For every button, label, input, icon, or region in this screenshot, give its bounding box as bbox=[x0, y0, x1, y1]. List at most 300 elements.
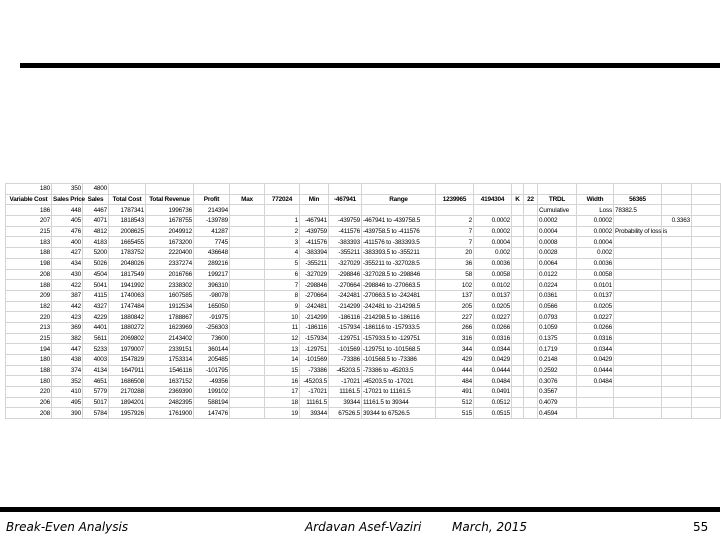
table-cell[interactable]: 0.0102 bbox=[474, 280, 512, 291]
table-cell[interactable]: 207 bbox=[6, 216, 52, 227]
table-cell[interactable]: 772024 bbox=[265, 194, 300, 205]
table-cell[interactable]: 1761900 bbox=[146, 408, 194, 419]
table-cell[interactable] bbox=[524, 408, 538, 419]
table-cell[interactable]: 39344 bbox=[329, 397, 362, 408]
table-cell[interactable]: 1894201 bbox=[109, 397, 146, 408]
table-cell[interactable]: -256303 bbox=[194, 322, 230, 333]
table-cell[interactable] bbox=[662, 333, 692, 344]
table-cell[interactable]: 180 bbox=[6, 376, 52, 387]
table-cell[interactable]: -17021 bbox=[300, 387, 329, 398]
table-cell[interactable] bbox=[512, 387, 524, 398]
table-cell[interactable]: 9 bbox=[265, 301, 300, 312]
table-cell[interactable]: -355211 to -327028.5 bbox=[362, 258, 436, 269]
table-cell[interactable]: 405 bbox=[52, 216, 83, 227]
table-cell[interactable] bbox=[692, 184, 721, 195]
table-cell[interactable]: 10 bbox=[265, 312, 300, 323]
table-cell[interactable]: 4134 bbox=[83, 365, 109, 376]
table-cell[interactable] bbox=[692, 344, 721, 355]
table-cell[interactable] bbox=[512, 269, 524, 280]
table-cell[interactable] bbox=[614, 248, 662, 259]
table-cell[interactable] bbox=[329, 205, 362, 216]
table-cell[interactable]: 344 bbox=[436, 344, 474, 355]
table-cell[interactable]: 0.0002 bbox=[474, 216, 512, 227]
table-cell[interactable]: 2337274 bbox=[146, 258, 194, 269]
table-cell[interactable] bbox=[512, 376, 524, 387]
table-cell[interactable]: -17021 bbox=[329, 376, 362, 387]
table-cell[interactable]: 4467 bbox=[83, 205, 109, 216]
table-cell[interactable]: -242481 bbox=[300, 301, 329, 312]
table-cell[interactable]: 208 bbox=[6, 269, 52, 280]
table-cell[interactable]: 8 bbox=[265, 290, 300, 301]
table-cell[interactable]: -411576 to -383393.5 bbox=[362, 237, 436, 248]
table-cell[interactable]: Total Revenue bbox=[146, 194, 194, 205]
table-cell[interactable] bbox=[524, 258, 538, 269]
table-cell[interactable] bbox=[692, 269, 721, 280]
table-cell[interactable]: -98078 bbox=[194, 290, 230, 301]
table-cell[interactable]: Profit bbox=[194, 194, 230, 205]
table-cell[interactable]: Range bbox=[362, 194, 436, 205]
table-cell[interactable] bbox=[577, 408, 614, 419]
table-cell[interactable]: 0.0002 bbox=[577, 216, 614, 227]
table-cell[interactable]: 5779 bbox=[83, 387, 109, 398]
table-cell[interactable]: 5026 bbox=[83, 258, 109, 269]
table-cell[interactable]: 1941992 bbox=[109, 280, 146, 291]
table-cell[interactable] bbox=[614, 269, 662, 280]
table-cell[interactable] bbox=[436, 184, 474, 195]
table-cell[interactable] bbox=[524, 237, 538, 248]
table-cell[interactable] bbox=[512, 301, 524, 312]
table-cell[interactable]: 1818543 bbox=[109, 216, 146, 227]
table-cell[interactable]: 442 bbox=[52, 301, 83, 312]
table-cell[interactable]: 491 bbox=[436, 387, 474, 398]
table-cell[interactable]: 0.0444 bbox=[474, 365, 512, 376]
table-cell[interactable]: 0.3076 bbox=[538, 376, 577, 387]
table-cell[interactable]: 15 bbox=[265, 365, 300, 376]
table-cell[interactable] bbox=[662, 312, 692, 323]
table-cell[interactable] bbox=[524, 226, 538, 237]
table-cell[interactable]: 213 bbox=[6, 322, 52, 333]
table-cell[interactable]: 0.0512 bbox=[474, 397, 512, 408]
table-cell[interactable] bbox=[662, 301, 692, 312]
table-cell[interactable] bbox=[662, 355, 692, 366]
table-cell[interactable]: 0.0004 bbox=[538, 226, 577, 237]
table-cell[interactable]: 1 bbox=[265, 216, 300, 227]
table-cell[interactable] bbox=[524, 290, 538, 301]
table-cell[interactable] bbox=[230, 269, 265, 280]
table-cell[interactable]: 1686508 bbox=[109, 376, 146, 387]
table-cell[interactable]: 17 bbox=[265, 387, 300, 398]
table-cell[interactable]: 13 bbox=[265, 344, 300, 355]
table-cell[interactable]: 495 bbox=[52, 397, 83, 408]
table-cell[interactable]: 1678755 bbox=[146, 216, 194, 227]
table-cell[interactable] bbox=[662, 205, 692, 216]
table-cell[interactable]: 6 bbox=[265, 269, 300, 280]
table-cell[interactable] bbox=[524, 301, 538, 312]
table-cell[interactable]: -327029 bbox=[329, 258, 362, 269]
table-cell[interactable]: 4071 bbox=[83, 216, 109, 227]
table-cell[interactable] bbox=[692, 280, 721, 291]
table-cell[interactable]: 4115 bbox=[83, 290, 109, 301]
table-cell[interactable]: 438 bbox=[52, 355, 83, 366]
table-cell[interactable]: 0.3363 bbox=[662, 216, 692, 227]
table-cell[interactable] bbox=[692, 312, 721, 323]
table-cell[interactable]: 180 bbox=[6, 184, 52, 195]
table-cell[interactable]: 430 bbox=[52, 269, 83, 280]
table-cell[interactable] bbox=[265, 184, 300, 195]
table-cell[interactable]: 0.0344 bbox=[577, 344, 614, 355]
table-cell[interactable]: 0.4079 bbox=[538, 397, 577, 408]
table-cell[interactable] bbox=[524, 312, 538, 323]
table-cell[interactable] bbox=[362, 205, 436, 216]
table-cell[interactable]: 1912534 bbox=[146, 301, 194, 312]
table-cell[interactable] bbox=[662, 290, 692, 301]
table-cell[interactable] bbox=[662, 397, 692, 408]
table-cell[interactable]: 147476 bbox=[194, 408, 230, 419]
table-cell[interactable] bbox=[230, 365, 265, 376]
table-cell[interactable]: 4 bbox=[265, 248, 300, 259]
table-cell[interactable]: 374 bbox=[52, 365, 83, 376]
table-cell[interactable]: 4800 bbox=[83, 184, 109, 195]
table-cell[interactable]: 11 bbox=[265, 322, 300, 333]
table-cell[interactable]: Sales Price bbox=[53, 196, 85, 204]
table-cell[interactable] bbox=[662, 322, 692, 333]
table-cell[interactable]: 512 bbox=[436, 397, 474, 408]
table-cell[interactable]: -45203.5 bbox=[300, 376, 329, 387]
table-cell[interactable] bbox=[230, 333, 265, 344]
table-cell[interactable]: 194 bbox=[6, 344, 52, 355]
table-cell[interactable]: -298846 bbox=[300, 280, 329, 291]
table-cell[interactable] bbox=[524, 365, 538, 376]
table-cell[interactable]: 58 bbox=[436, 269, 474, 280]
table-cell[interactable]: 0.0793 bbox=[538, 312, 577, 323]
table-cell[interactable] bbox=[692, 258, 721, 269]
table-cell[interactable]: 4327 bbox=[83, 301, 109, 312]
table-cell[interactable]: 436648 bbox=[194, 248, 230, 259]
table-cell[interactable]: 205485 bbox=[194, 355, 230, 366]
table-cell[interactable]: 0.0316 bbox=[577, 333, 614, 344]
table-cell[interactable]: -467941 bbox=[329, 194, 362, 205]
table-cell[interactable]: 188 bbox=[6, 280, 52, 291]
table-cell[interactable] bbox=[329, 184, 362, 195]
table-cell[interactable] bbox=[524, 355, 538, 366]
table-cell[interactable] bbox=[230, 376, 265, 387]
table-cell[interactable]: 1817549 bbox=[109, 269, 146, 280]
table-cell[interactable] bbox=[692, 365, 721, 376]
table-cell[interactable]: 4401 bbox=[83, 322, 109, 333]
table-cell[interactable]: 0.0002 bbox=[538, 216, 577, 227]
table-cell[interactable]: -383393.5 to -355211 bbox=[362, 248, 436, 259]
table-cell[interactable]: 11161.5 to 39344 bbox=[362, 397, 436, 408]
table-cell[interactable]: -383393 bbox=[329, 237, 362, 248]
table-cell[interactable] bbox=[524, 280, 538, 291]
table-cell[interactable] bbox=[614, 280, 662, 291]
table-cell[interactable]: 2482395 bbox=[146, 397, 194, 408]
table-cell[interactable]: Width bbox=[577, 194, 614, 205]
table-cell[interactable]: 78382.5 bbox=[614, 205, 662, 216]
table-cell[interactable]: 1637152 bbox=[146, 376, 194, 387]
table-cell[interactable]: 39344 to 67526.5 bbox=[362, 408, 436, 419]
table-cell[interactable]: K bbox=[512, 194, 524, 205]
table-cell[interactable] bbox=[614, 290, 662, 301]
table-cell[interactable]: 0.0266 bbox=[474, 322, 512, 333]
table-cell[interactable]: 0.0316 bbox=[474, 333, 512, 344]
table-cell[interactable] bbox=[512, 344, 524, 355]
table-cell[interactable] bbox=[614, 184, 662, 195]
table-cell[interactable]: 183 bbox=[6, 237, 52, 248]
table-cell[interactable] bbox=[692, 355, 721, 366]
table-cell[interactable]: 206 bbox=[6, 397, 52, 408]
table-cell[interactable]: 198 bbox=[6, 258, 52, 269]
table-cell[interactable] bbox=[614, 322, 662, 333]
table-cell[interactable]: 447 bbox=[52, 344, 83, 355]
table-cell[interactable] bbox=[512, 237, 524, 248]
table-cell[interactable]: 0.1059 bbox=[538, 322, 577, 333]
table-cell[interactable] bbox=[692, 205, 721, 216]
table-cell[interactable]: 14 bbox=[265, 355, 300, 366]
table-cell[interactable] bbox=[662, 258, 692, 269]
table-cell[interactable]: 0.002 bbox=[474, 248, 512, 259]
table-cell[interactable]: 56365 bbox=[614, 194, 662, 205]
table-cell[interactable]: 11161.5 bbox=[329, 387, 362, 398]
table-cell[interactable]: 1673200 bbox=[146, 237, 194, 248]
table-cell[interactable] bbox=[692, 216, 721, 227]
table-cell[interactable]: 4183 bbox=[83, 237, 109, 248]
table-cell[interactable] bbox=[662, 248, 692, 259]
table-cell[interactable] bbox=[230, 226, 265, 237]
table-cell[interactable]: 16 bbox=[265, 376, 300, 387]
table-cell[interactable] bbox=[524, 205, 538, 216]
table-cell[interactable]: -157934 bbox=[329, 322, 362, 333]
table-cell[interactable] bbox=[662, 387, 692, 398]
table-cell[interactable]: -355211 bbox=[329, 248, 362, 259]
table-cell[interactable]: -157934 bbox=[300, 333, 329, 344]
table-cell[interactable]: 0.0122 bbox=[538, 269, 577, 280]
table-cell[interactable]: Total Cost bbox=[109, 194, 146, 205]
table-cell[interactable]: 1880842 bbox=[109, 312, 146, 323]
table-cell[interactable]: 369 bbox=[52, 322, 83, 333]
table-cell[interactable] bbox=[614, 258, 662, 269]
table-cell[interactable]: Sales bbox=[83, 194, 109, 205]
table-cell[interactable] bbox=[662, 344, 692, 355]
table-cell[interactable]: 2049912 bbox=[146, 226, 194, 237]
table-cell[interactable] bbox=[577, 184, 614, 195]
table-cell[interactable]: 410 bbox=[52, 387, 83, 398]
table-cell[interactable] bbox=[512, 280, 524, 291]
table-cell[interactable] bbox=[436, 205, 474, 216]
table-cell[interactable]: 350 bbox=[52, 184, 83, 195]
table-cell[interactable] bbox=[474, 184, 512, 195]
table-cell[interactable] bbox=[614, 312, 662, 323]
table-cell[interactable]: 2170288 bbox=[109, 387, 146, 398]
table-cell[interactable]: 2 bbox=[265, 226, 300, 237]
table-cell[interactable]: -355211 bbox=[300, 258, 329, 269]
table-cell[interactable]: 22 bbox=[524, 194, 538, 205]
table-cell[interactable]: -270663.5 to -242481 bbox=[362, 290, 436, 301]
table-cell[interactable]: -439759 bbox=[329, 216, 362, 227]
table-cell[interactable]: 0.0002 bbox=[474, 226, 512, 237]
table-cell[interactable] bbox=[692, 301, 721, 312]
table-cell[interactable] bbox=[614, 355, 662, 366]
table-cell[interactable]: 360144 bbox=[194, 344, 230, 355]
table-cell[interactable] bbox=[512, 216, 524, 227]
table-cell[interactable] bbox=[524, 322, 538, 333]
table-cell[interactable]: -327029 bbox=[300, 269, 329, 280]
table-cell[interactable] bbox=[524, 269, 538, 280]
table-cell[interactable] bbox=[230, 322, 265, 333]
table-cell[interactable]: 588194 bbox=[194, 397, 230, 408]
table-cell[interactable]: 220 bbox=[6, 312, 52, 323]
table-cell[interactable]: 0.1719 bbox=[538, 344, 577, 355]
table-cell[interactable]: 429 bbox=[436, 355, 474, 366]
table-cell[interactable]: 2 bbox=[436, 216, 474, 227]
table-cell[interactable]: 1788867 bbox=[146, 312, 194, 323]
table-cell[interactable] bbox=[662, 237, 692, 248]
table-cell[interactable] bbox=[512, 226, 524, 237]
table-cell[interactable]: -129751 bbox=[329, 333, 362, 344]
table-cell[interactable]: 0.0266 bbox=[577, 322, 614, 333]
table-cell[interactable]: 0.4594 bbox=[538, 408, 577, 419]
table-cell[interactable] bbox=[524, 344, 538, 355]
table-cell[interactable] bbox=[512, 355, 524, 366]
table-cell[interactable]: 1783752 bbox=[109, 248, 146, 259]
table-cell[interactable]: 102 bbox=[436, 280, 474, 291]
table-cell[interactable]: 1547829 bbox=[109, 355, 146, 366]
table-cell[interactable]: 476 bbox=[52, 226, 83, 237]
table-cell[interactable] bbox=[524, 397, 538, 408]
table-cell[interactable]: -49356 bbox=[194, 376, 230, 387]
table-cell[interactable]: -101568.5 to -73386 bbox=[362, 355, 436, 366]
table-cell[interactable]: -101795 bbox=[194, 365, 230, 376]
table-cell[interactable] bbox=[230, 408, 265, 419]
table-cell[interactable] bbox=[692, 376, 721, 387]
table-cell[interactable]: 18 bbox=[265, 397, 300, 408]
table-cell[interactable] bbox=[230, 258, 265, 269]
table-cell[interactable]: 67526.5 bbox=[329, 408, 362, 419]
table-cell[interactable] bbox=[512, 184, 524, 195]
table-cell[interactable]: 199217 bbox=[194, 269, 230, 280]
table-cell[interactable]: 0.0566 bbox=[538, 301, 577, 312]
table-cell[interactable]: 444 bbox=[436, 365, 474, 376]
table-cell[interactable]: 165050 bbox=[194, 301, 230, 312]
table-cell[interactable]: Probability of loss is bbox=[615, 228, 668, 236]
table-cell[interactable]: 0.0444 bbox=[577, 365, 614, 376]
table-cell[interactable]: 4812 bbox=[83, 226, 109, 237]
table-cell[interactable]: 2369390 bbox=[146, 387, 194, 398]
table-cell[interactable] bbox=[146, 184, 194, 195]
table-cell[interactable]: 39344 bbox=[300, 408, 329, 419]
table-cell[interactable]: 137 bbox=[436, 290, 474, 301]
table-cell[interactable] bbox=[662, 376, 692, 387]
table-cell[interactable]: 1623969 bbox=[146, 322, 194, 333]
table-cell[interactable]: -214298.5 to -186116 bbox=[362, 312, 436, 323]
table-cell[interactable]: 0.0429 bbox=[577, 355, 614, 366]
table-cell[interactable] bbox=[614, 237, 662, 248]
table-cell[interactable] bbox=[614, 397, 662, 408]
table-cell[interactable]: 4003 bbox=[83, 355, 109, 366]
table-cell[interactable]: 2220400 bbox=[146, 248, 194, 259]
table-cell[interactable]: 214394 bbox=[194, 205, 230, 216]
table-cell[interactable]: -45203.5 to -17021 bbox=[362, 376, 436, 387]
table-cell[interactable]: 36 bbox=[436, 258, 474, 269]
table-cell[interactable]: -467941 to -439758.5 bbox=[362, 216, 436, 227]
table-cell[interactable]: 0.0227 bbox=[474, 312, 512, 323]
table-cell[interactable] bbox=[662, 408, 692, 419]
table-cell[interactable]: 0.0058 bbox=[474, 269, 512, 280]
table-cell[interactable]: 0.0028 bbox=[538, 248, 577, 259]
table-cell[interactable]: 186 bbox=[6, 205, 52, 216]
table-cell[interactable]: 4504 bbox=[83, 269, 109, 280]
table-cell[interactable] bbox=[524, 387, 538, 398]
table-cell[interactable]: 1787341 bbox=[109, 205, 146, 216]
table-cell[interactable]: -411576 bbox=[300, 237, 329, 248]
table-cell[interactable] bbox=[614, 387, 662, 398]
table-cell[interactable]: 0.0137 bbox=[577, 290, 614, 301]
table-cell[interactable]: 400 bbox=[52, 237, 83, 248]
table-cell[interactable]: 220 bbox=[6, 387, 52, 398]
table-cell[interactable] bbox=[577, 397, 614, 408]
table-cell[interactable] bbox=[524, 216, 538, 227]
table-cell[interactable]: -298846 to -270663.5 bbox=[362, 280, 436, 291]
table-cell[interactable]: 0.0002 bbox=[577, 226, 614, 237]
table-cell[interactable]: 0.0004 bbox=[474, 237, 512, 248]
table-cell[interactable] bbox=[662, 194, 692, 205]
table-cell[interactable]: 208 bbox=[6, 408, 52, 419]
table-cell[interactable] bbox=[109, 184, 146, 195]
table-cell[interactable] bbox=[362, 184, 436, 195]
table-cell[interactable]: 188 bbox=[6, 365, 52, 376]
table-cell[interactable]: 484 bbox=[436, 376, 474, 387]
table-cell[interactable] bbox=[614, 216, 662, 227]
table-cell[interactable] bbox=[512, 397, 524, 408]
table-cell[interactable]: 0.0361 bbox=[538, 290, 577, 301]
table-cell[interactable] bbox=[230, 290, 265, 301]
table-cell[interactable]: 1607585 bbox=[146, 290, 194, 301]
table-cell[interactable]: -439759 bbox=[300, 226, 329, 237]
table-cell[interactable]: 12 bbox=[265, 333, 300, 344]
table-cell[interactable]: 180 bbox=[6, 355, 52, 366]
table-cell[interactable] bbox=[230, 387, 265, 398]
table-cell[interactable]: 0.2592 bbox=[538, 365, 577, 376]
table-cell[interactable]: 0.0344 bbox=[474, 344, 512, 355]
table-cell[interactable]: 0.0036 bbox=[474, 258, 512, 269]
table-cell[interactable] bbox=[474, 205, 512, 216]
table-cell[interactable]: 4194304 bbox=[474, 194, 512, 205]
table-cell[interactable]: 2339151 bbox=[146, 344, 194, 355]
table-cell[interactable]: 199102 bbox=[194, 387, 230, 398]
table-cell[interactable]: 2016766 bbox=[146, 269, 194, 280]
table-cell[interactable]: 4229 bbox=[83, 312, 109, 323]
table-cell[interactable]: -439758.5 to -411576 bbox=[362, 226, 436, 237]
table-cell[interactable] bbox=[614, 408, 662, 419]
table-cell[interactable]: 7745 bbox=[194, 237, 230, 248]
table-cell[interactable]: -186116 to -157933.5 bbox=[362, 322, 436, 333]
table-cell[interactable]: Variable Cost bbox=[6, 194, 52, 205]
table-cell[interactable]: -73386 bbox=[329, 355, 362, 366]
table-cell[interactable] bbox=[577, 387, 614, 398]
table-cell[interactable]: -129751 bbox=[300, 344, 329, 355]
table-cell[interactable]: 382 bbox=[52, 333, 83, 344]
table-cell[interactable]: -186116 bbox=[300, 322, 329, 333]
table-cell[interactable]: 289216 bbox=[194, 258, 230, 269]
table-cell[interactable] bbox=[230, 216, 265, 227]
table-cell[interactable] bbox=[662, 365, 692, 376]
table-cell[interactable]: 19 bbox=[265, 408, 300, 419]
table-cell[interactable]: 7 bbox=[436, 226, 474, 237]
table-cell[interactable] bbox=[692, 322, 721, 333]
table-cell[interactable]: 352 bbox=[52, 376, 83, 387]
table-cell[interactable] bbox=[512, 322, 524, 333]
table-cell[interactable] bbox=[662, 184, 692, 195]
